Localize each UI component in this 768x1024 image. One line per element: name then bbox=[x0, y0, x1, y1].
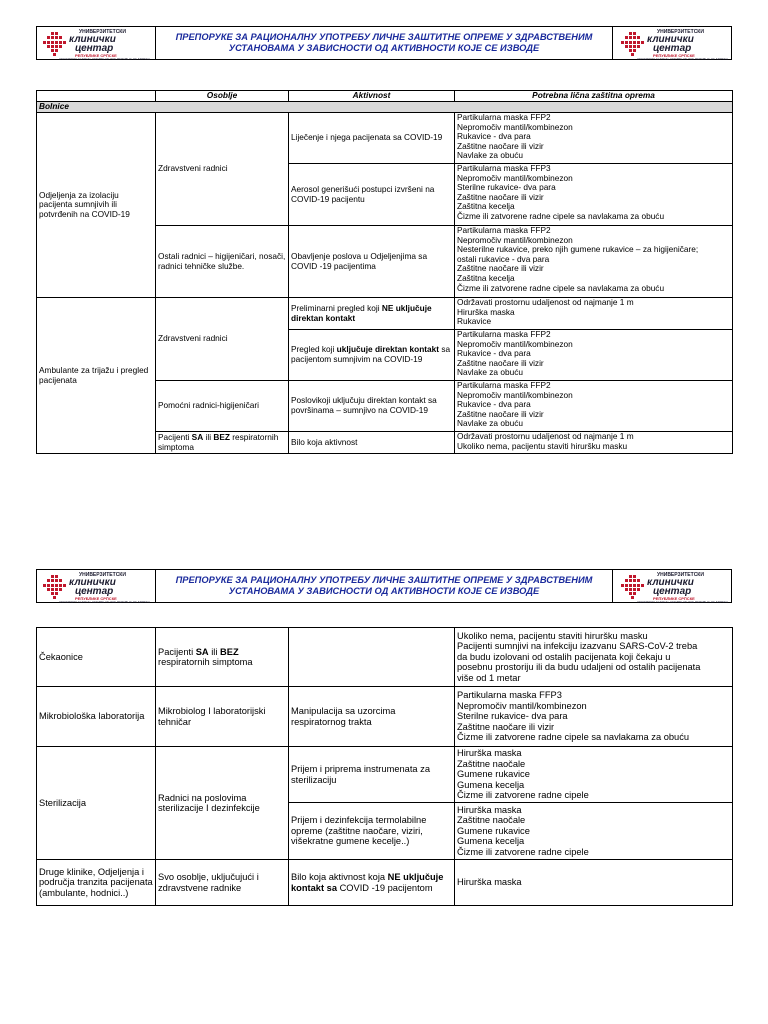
hospital-logo: УНИВЕРЗИТЕТСКИ клинички центар РЕПУБЛИКЕ СРПСКЕ UNIVERSITY CLINICAL CENTRE OF THE REPUBLIC OF SRPSKA bbox=[39, 28, 151, 58]
equipment-cell: Partikularna maska FFP2 Nepromočiv mantil/kombinezon Nesterilne rukavice, preko njih gumene rukavice – za higijeničare; ostali rukavice - dva para Zaštitne naočare ili vizir Zaštitna kecelja Čizme ili zatvorene radne cipele sa navlakama za obuću bbox=[455, 226, 733, 298]
activity-cell: Prijem i dezinfekcija termolabilne opreme (zaštitne naočare, viziri, višekratne gumene kecelje..) bbox=[289, 803, 455, 860]
table-row bbox=[37, 113, 733, 164]
ppe-table-hospitals bbox=[36, 90, 733, 454]
equipment-cell: Partikularna maska FFP2 Nepromočiv mantil/kombinezon Rukavice - dva para Zaštitne naočare ili vizir Navlake za obuću bbox=[455, 113, 733, 164]
table-row bbox=[37, 747, 733, 803]
section-title: Bolnice bbox=[37, 102, 733, 113]
place-cell: Odjeljenja za izolaciju pacijenta sumnjivih ili potvrđenih na COVID-19 bbox=[37, 113, 156, 298]
table-header-row bbox=[37, 91, 733, 102]
place-cell: Sterilizacija bbox=[37, 747, 156, 860]
staff-cell: Ostali radnici – higijeničari, nosači, radnici tehničke službe. bbox=[156, 226, 289, 298]
activity-cell: Aerosol generišući postupci izvršeni na COVID-19 pacijentu bbox=[289, 164, 455, 226]
document-title: ПРЕПОРУКЕ ЗА РАЦИОНАЛНУ УПОТРЕБУ ЛИЧНЕ ЗАШТИТНЕ ОПРЕМЕ У ЗДРАВСТВЕНИМ УСТАНОВАМА У ЗАВИСНОСТИ ОД АКТИВНОСТИ КОЈЕ СЕ ИЗВОДЕ bbox=[155, 27, 613, 59]
staff-cell: Pomoćni radnici-higijeničari bbox=[156, 381, 289, 432]
place-cell: Ambulante za trijažu i pregled pacijenata bbox=[37, 298, 156, 454]
activity-cell: Prijem i priprema instrumenata za sterilizaciju bbox=[289, 747, 455, 803]
document-header-1 bbox=[36, 26, 732, 60]
equipment-cell: Ukoliko nema, pacijentu staviti hiruršku masku Pacijenti sumnjivi na infekciju izazvanu SARS-CoV-2 treba da budu izolovani od ostalih pacijenata koji čekaju u posebnu prostoriju ili da budu udaljeni od ostalih pacijenata više od 1 metar bbox=[455, 628, 733, 687]
activity-cell: Manipulacija sa uzorcima respiratornog trakta bbox=[289, 687, 455, 747]
place-cell: Druge klinike, Odjeljenja i područja tranzita pacijenata (ambulante, hodnici..) bbox=[37, 860, 156, 906]
staff-cell: Zdravstveni radnici bbox=[156, 298, 289, 381]
column-header: Potrebna lična zaštitna oprema bbox=[455, 91, 733, 102]
activity-cell: Pregled koji uključuje direktan kontakt sa pacijentom sumnjivim na COVID-19 bbox=[289, 330, 455, 381]
cross-logo-icon bbox=[41, 31, 67, 57]
activity-cell: Poslovikoji uključuju direktan kontakt sa površinama – sumnjivo na COVID-19 bbox=[289, 381, 455, 432]
equipment-cell: Partikularna maska FFP3 Nepromočiv mantil/kombinezon Sterilne rukavice- dva para Zaštitne naočare ili vizir Zaštitna kecelja Čizme ili zatvorene radne cipele sa navlakama za obuću bbox=[455, 164, 733, 226]
cross-logo-icon bbox=[619, 574, 645, 600]
equipment-cell: Hirurška maska bbox=[455, 860, 733, 906]
cross-logo-icon bbox=[41, 574, 67, 600]
place-cell: Mikrobiološka laboratorija bbox=[37, 687, 156, 747]
column-header bbox=[37, 91, 156, 102]
equipment-cell: Održavati prostornu udaljenost od najmanje 1 m Ukoliko nema, pacijentu staviti hiruršku masku bbox=[455, 432, 733, 454]
activity-cell bbox=[289, 628, 455, 687]
section-row bbox=[37, 102, 733, 113]
activity-cell: Liječenje i njega pacijenata sa COVID-19 bbox=[289, 113, 455, 164]
document-title: ПРЕПОРУКЕ ЗА РАЦИОНАЛНУ УПОТРЕБУ ЛИЧНЕ ЗАШТИТНЕ ОПРЕМЕ У ЗДРАВСТВЕНИМ УСТАНОВАМА У ЗАВИСНОСТИ ОД АКТИВНОСТИ КОЈЕ СЕ ИЗВОДЕ bbox=[155, 570, 613, 602]
activity-cell: Preliminarni pregled koji NE uključuje direktan kontakt bbox=[289, 298, 455, 330]
staff-cell: Svo osoblje, uključujući i zdravstvene radnike bbox=[156, 860, 289, 906]
equipment-cell: Hirurška maska Zaštitne naočale Gumene rukavice Gumena kecelja Čizme ili zatvorene radne cipele bbox=[455, 803, 733, 860]
equipment-cell: Hirurška maska Zaštitne naočale Gumene rukavice Gumena kecelja Čizme ili zatvorene radne cipele bbox=[455, 747, 733, 803]
column-header: Aktivnost bbox=[289, 91, 455, 102]
hospital-logo: УНИВЕРЗИТЕТСКИ клинички центар РЕПУБЛИКЕ СРПСКЕ UNIVERSITY CLINICAL CENTRE OF THE REPUBLIC OF SRPSKA bbox=[617, 28, 729, 58]
hospital-logo: УНИВЕРЗИТЕТСКИ клинички центар РЕПУБЛИКЕ СРПСКЕ UNIVERSITY CLINICAL CENTRE OF THE REPUBLIC OF SRPSKA bbox=[39, 571, 151, 601]
staff-cell: Radnici na poslovima sterilizacije I dezinfekcije bbox=[156, 747, 289, 860]
table-row bbox=[37, 298, 733, 330]
ppe-table-other-areas bbox=[36, 627, 733, 906]
equipment-cell: Partikularna maska FFP3 Nepromočiv mantil/kombinezon Sterilne rukavice- dva para Zaštitne naočare ili vizir Čizme ili zatvorene radne cipele sa navlakama za obuću bbox=[455, 687, 733, 747]
staff-cell: Pacijenti SA ili BEZ respiratornih simptoma bbox=[156, 628, 289, 687]
table-row bbox=[37, 687, 733, 747]
staff-cell: Mikrobiolog I laboratorijski tehničar bbox=[156, 687, 289, 747]
place-cell: Čekaonice bbox=[37, 628, 156, 687]
equipment-cell: Partikularna maska FFP2 Nepromočiv mantil/kombinezon Rukavice - dva para Zaštitne naočare ili vizir Navlake za obuću bbox=[455, 381, 733, 432]
hospital-logo: УНИВЕРЗИТЕТСКИ клинички центар РЕПУБЛИКЕ СРПСКЕ UNIVERSITY CLINICAL CENTRE OF THE REPUBLIC OF SRPSKA bbox=[617, 571, 729, 601]
table-row bbox=[37, 860, 733, 906]
equipment-cell: Održavati prostornu udaljenost od najmanje 1 m Hirurška maska Rukavice bbox=[455, 298, 733, 330]
activity-cell: Obavljenje poslova u Odjeljenjima sa COVID -19 pacijentima bbox=[289, 226, 455, 298]
document-header-2 bbox=[36, 569, 732, 603]
column-header: Osoblje bbox=[156, 91, 289, 102]
table-row bbox=[37, 628, 733, 687]
cross-logo-icon bbox=[619, 31, 645, 57]
staff-cell: Pacijenti SA ili BEZ respiratornih simptoma bbox=[156, 432, 289, 454]
staff-cell: Zdravstveni radnici bbox=[156, 113, 289, 226]
activity-cell: Bilo koja aktivnost bbox=[289, 432, 455, 454]
equipment-cell: Partikularna maska FFP2 Nepromočiv mantil/kombinezon Rukavice - dva para Zaštitne naočare ili vizir Navlake za obuću bbox=[455, 330, 733, 381]
activity-cell: Bilo koja aktivnost koja NE uključuje kontakt sa COVID -19 pacijentom bbox=[289, 860, 455, 906]
